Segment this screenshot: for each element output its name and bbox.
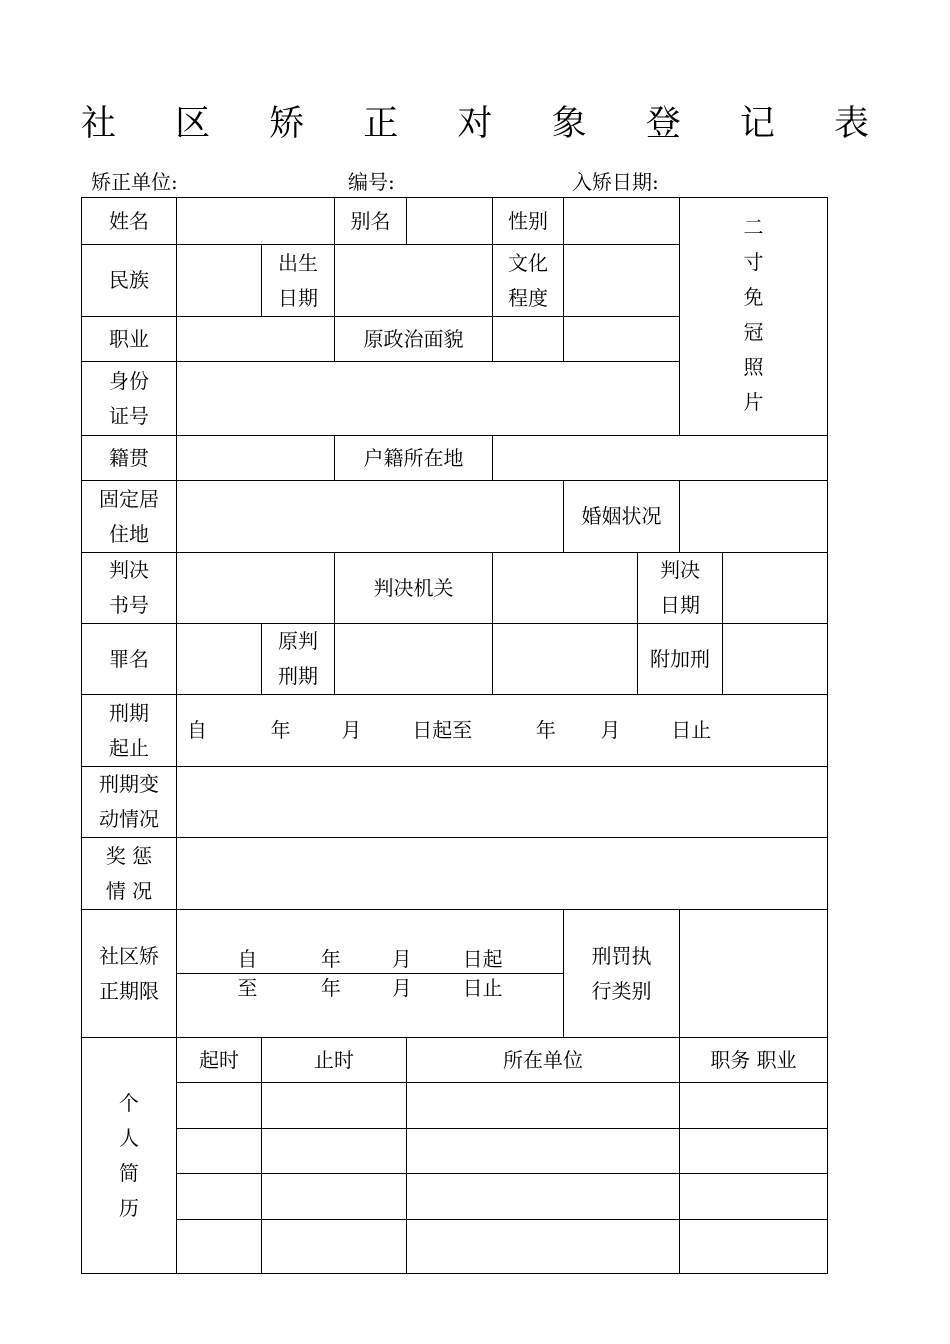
judgment-date-label: 判决 日期 <box>638 553 723 624</box>
ethnicity-field[interactable] <box>177 245 262 317</box>
resume-start-header: 起时 <box>177 1038 262 1083</box>
political-status-label: 原政治面貌 <box>335 317 493 362</box>
original-term-extra-field[interactable] <box>493 624 638 695</box>
resume-label: 个 人 简 历 <box>82 1038 177 1274</box>
additional-penalty-label: 附加刑 <box>638 624 723 695</box>
resume-position-cell[interactable] <box>680 1220 828 1274</box>
resume-row <box>82 1129 828 1174</box>
term-start-end-label: 刑期 起止 <box>82 695 177 767</box>
resume-unit-cell[interactable] <box>407 1083 680 1129</box>
marital-status-label: 婚姻状况 <box>564 481 680 553</box>
household-location-field[interactable] <box>493 436 828 481</box>
name-label: 姓名 <box>82 198 177 245</box>
resume-position-header: 职务 职业 <box>680 1038 828 1083</box>
political-status-extra-field[interactable] <box>564 317 680 362</box>
occupation-label: 职业 <box>82 317 177 362</box>
resume-start-cell[interactable] <box>177 1129 262 1174</box>
judgment-authority-field[interactable] <box>493 553 638 624</box>
native-place-label: 籍贯 <box>82 436 177 481</box>
judgment-date-field[interactable] <box>723 553 828 624</box>
correction-period-field[interactable] <box>177 910 564 1038</box>
resume-start-cell[interactable] <box>177 1174 262 1220</box>
residence-label: 固定居 住地 <box>82 481 177 553</box>
ethnicity-label: 民族 <box>82 245 177 317</box>
rewards-penalties-label: 奖 惩 情 况 <box>82 838 177 910</box>
birth-date-field[interactable] <box>335 245 493 317</box>
resume-position-cell[interactable] <box>680 1129 828 1174</box>
education-label: 文化 程度 <box>493 245 564 317</box>
correction-to-text: 至 年 月 日止 <box>237 976 503 1000</box>
resume-end-cell[interactable] <box>262 1129 407 1174</box>
id-number-label: 身份 证号 <box>82 362 177 436</box>
alias-field[interactable] <box>407 198 493 245</box>
resume-end-cell[interactable] <box>262 1083 407 1129</box>
resume-end-cell[interactable] <box>262 1220 407 1274</box>
gender-label: 性别 <box>493 198 564 245</box>
term-change-field[interactable] <box>177 767 828 838</box>
education-field[interactable] <box>564 245 680 317</box>
term-change-label: 刑期变 动情况 <box>82 767 177 838</box>
household-location-label: 户籍所在地 <box>335 436 493 481</box>
resume-end-header: 止时 <box>262 1038 407 1083</box>
political-status-field[interactable] <box>493 317 564 362</box>
id-number-field[interactable] <box>177 362 680 436</box>
resume-position-cell[interactable] <box>680 1174 828 1220</box>
crime-field[interactable] <box>177 624 262 695</box>
resume-unit-cell[interactable] <box>407 1220 680 1274</box>
penalty-type-field[interactable] <box>680 910 828 1038</box>
birth-date-label: 出生 日期 <box>262 245 335 317</box>
original-term-field[interactable] <box>335 624 493 695</box>
original-term-label: 原判 刑期 <box>262 624 335 695</box>
resume-unit-cell[interactable] <box>407 1174 680 1220</box>
marital-status-field[interactable] <box>680 481 828 553</box>
resume-row <box>82 1083 828 1129</box>
number-label: 编号: <box>348 170 395 194</box>
name-field[interactable] <box>177 198 335 245</box>
alias-label: 别名 <box>335 198 407 245</box>
judgment-authority-label: 判决机关 <box>335 553 493 624</box>
judgment-no-label: 判决 书号 <box>82 553 177 624</box>
resume-row <box>82 1174 828 1220</box>
crime-label: 罪名 <box>82 624 177 695</box>
gender-field[interactable] <box>564 198 680 245</box>
term-period-field[interactable]: 自 年 月 日起至 年 月 日止 <box>177 695 828 767</box>
resume-start-cell[interactable] <box>177 1220 262 1274</box>
occupation-field[interactable] <box>177 317 335 362</box>
native-place-field[interactable] <box>177 436 335 481</box>
correction-unit-label: 矫正单位: <box>91 170 178 194</box>
registration-form-table <box>81 197 828 1274</box>
resume-unit-cell[interactable] <box>407 1129 680 1174</box>
resume-unit-header: 所在单位 <box>407 1038 680 1083</box>
judgment-no-field[interactable] <box>177 553 335 624</box>
entry-date-label: 入矫日期: <box>572 170 659 194</box>
resume-end-cell[interactable] <box>262 1174 407 1220</box>
rewards-penalties-field[interactable] <box>177 838 828 910</box>
additional-penalty-field[interactable] <box>723 624 828 695</box>
residence-field[interactable] <box>177 481 564 553</box>
resume-start-cell[interactable] <box>177 1083 262 1129</box>
form-title: 社 区 矫 正 对 象 登 记 表 <box>80 104 893 144</box>
resume-row <box>82 1220 828 1274</box>
correction-from-text: 自 年 月 日起 <box>177 945 563 974</box>
correction-period-label: 社区矫 正期限 <box>82 910 177 1038</box>
resume-position-cell[interactable] <box>680 1083 828 1129</box>
penalty-type-label: 刑罚执 行类别 <box>564 910 680 1038</box>
photo-box: 二 寸 免 冠 照 片 <box>680 198 828 436</box>
